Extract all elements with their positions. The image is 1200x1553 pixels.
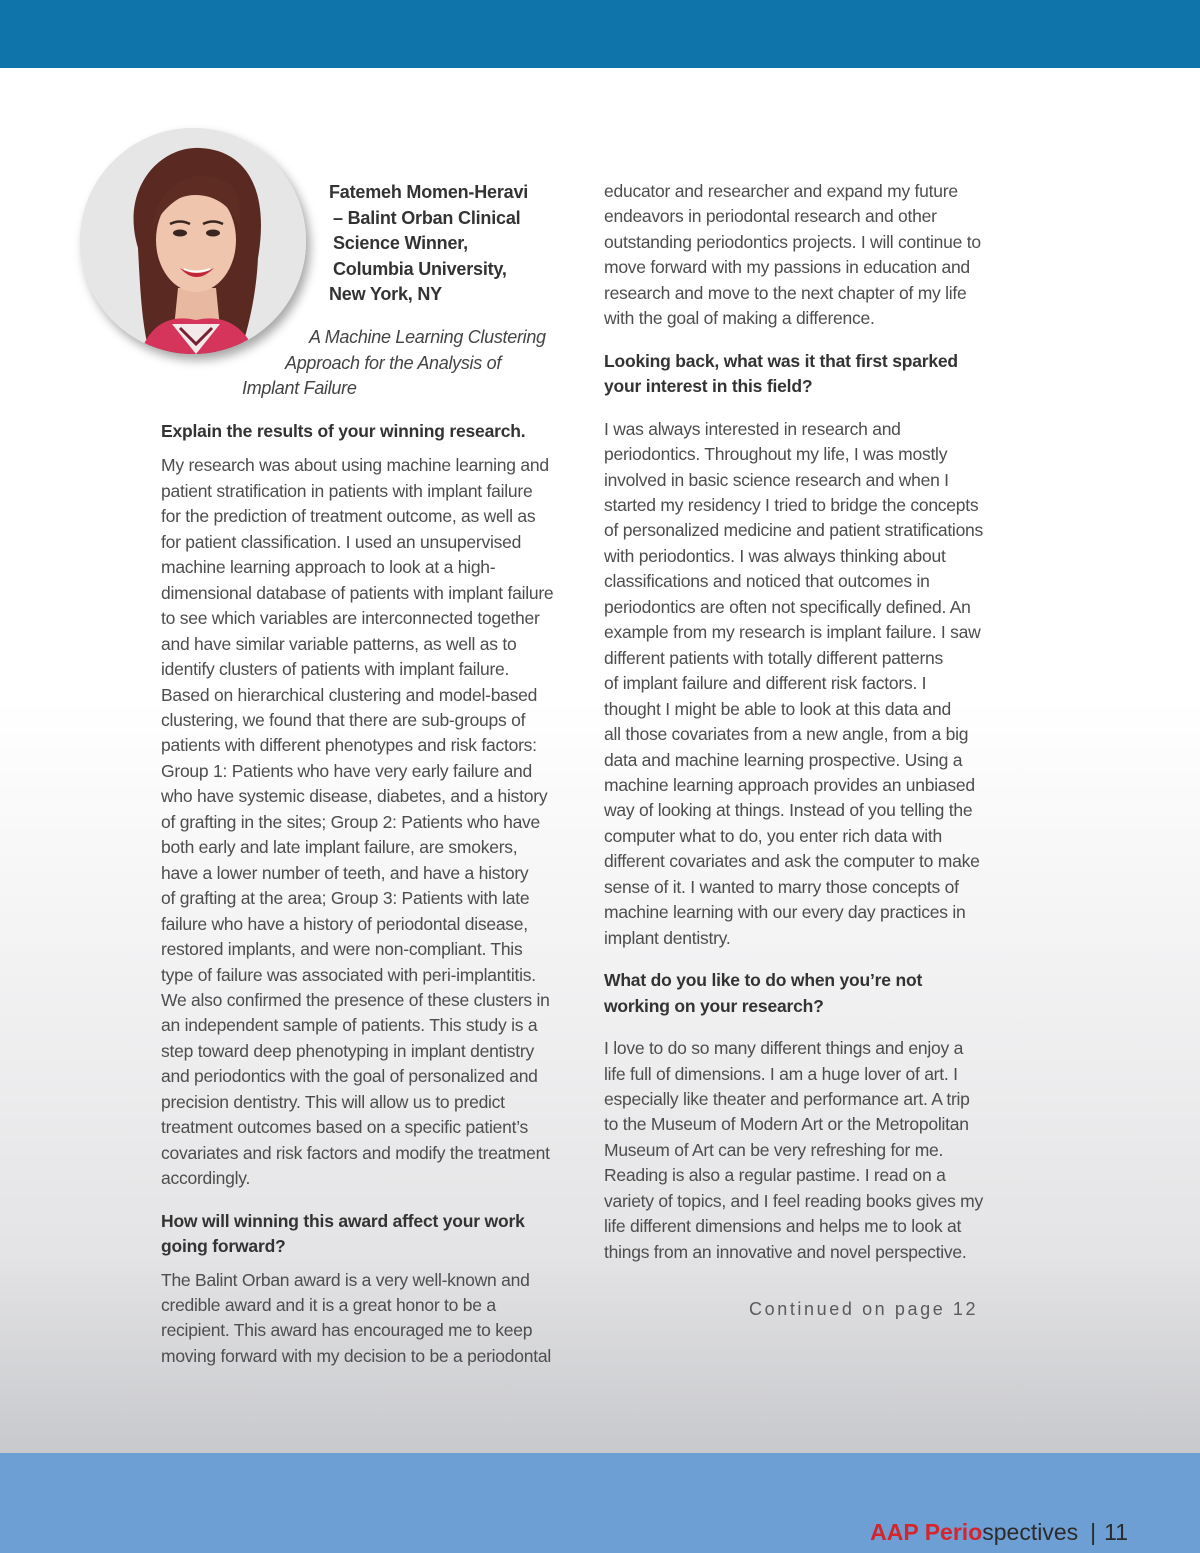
answer-line: different covariates and ask the computer to make bbox=[604, 851, 980, 872]
research-title-line: Approach for the Analysis of bbox=[285, 352, 502, 373]
answer-line: We also confirmed the presence of these clusters in bbox=[161, 989, 550, 1010]
answer-line: type of failure was associated with peri-implantitis. bbox=[161, 964, 536, 985]
answer-line: Group 1: Patients who have very early failure and bbox=[161, 760, 533, 781]
answer-line: restored implants, and were non-compliant. This bbox=[161, 939, 523, 960]
answer-line: of grafting at the area; Group 3: Patients with late bbox=[161, 888, 530, 909]
continued-on-page-link[interactable]: Continued on page 12 bbox=[749, 1299, 979, 1319]
answer-paragraph bbox=[161, 1268, 571, 1370]
answer-line: machine learning approach to look at a high- bbox=[161, 557, 496, 578]
answer-line: and periodontics with the goal of personalized and bbox=[161, 1066, 538, 1087]
answer-line: covariates and risk factors and modify the treatment bbox=[161, 1142, 550, 1163]
author-name-line: Fatemeh Momen-Heravi bbox=[329, 182, 529, 202]
author-name-block bbox=[329, 180, 528, 308]
author-portrait bbox=[80, 128, 306, 354]
answer-line: identify clusters of patients with implant failure. bbox=[161, 659, 510, 680]
answer-line: failure who have a history of periodontal disease, bbox=[161, 913, 528, 934]
question-line: Looking back, what was it that first sparked bbox=[604, 350, 958, 371]
answer-line: patient stratification in patients with implant failure bbox=[161, 480, 533, 501]
answer-line: different patients with totally different patterns bbox=[604, 647, 944, 668]
answer-line: variety of topics, and I feel reading books gives my bbox=[604, 1190, 984, 1211]
answer-line: data and machine learning prospective. Using a bbox=[604, 749, 963, 770]
answer-line: treatment outcomes based on a specific patient’s bbox=[161, 1117, 529, 1138]
question-line: What do you like to do when you’re not bbox=[604, 970, 923, 991]
answer-line: life full of dimensions. I am a huge lover of art. I bbox=[604, 1063, 958, 1084]
answer-line: The Balint Orban award is a very well-known and bbox=[161, 1269, 530, 1290]
answer-line: with the goal of making a difference. bbox=[604, 308, 875, 329]
answer-paragraph-continued bbox=[604, 179, 1004, 332]
answer-line: life different dimensions and helps me to look at bbox=[604, 1216, 962, 1237]
answer-paragraph bbox=[604, 1036, 1004, 1265]
answer-line: I was always interested in research and bbox=[604, 418, 901, 439]
answer-line: to see which variables are interconnected together bbox=[161, 608, 540, 629]
answer-line: periodontics. Throughout my life, I was mostly bbox=[604, 444, 948, 465]
question-heading bbox=[604, 968, 1004, 1019]
answer-line: example from my research is implant failure. I saw bbox=[604, 622, 981, 643]
answer-line: all those covariates from a new angle, from a big bbox=[604, 724, 969, 745]
answer-line: and have similar variable patterns, as well as to bbox=[161, 633, 517, 654]
answer-line: implant dentistry. bbox=[604, 927, 731, 948]
answer-line: involved in basic science research and when I bbox=[604, 469, 949, 490]
question-line: going forward? bbox=[161, 1236, 286, 1257]
answer-line: dimensional database of patients with implant failure bbox=[161, 582, 554, 603]
answer-line: patients with different phenotypes and risk factors: bbox=[161, 735, 537, 756]
answer-line: of grafting in the sites; Group 2: Patients who have bbox=[161, 811, 541, 832]
answer-line: machine learning with our every day practices in bbox=[604, 902, 966, 923]
author-award-line: – Balint Orban Clinical bbox=[333, 207, 521, 228]
answer-line: step toward deep phenotyping in implant dentistry bbox=[161, 1040, 534, 1061]
answer-line: way of looking at things. Instead of you telling the bbox=[604, 800, 973, 821]
answer-line: things from an innovative and novel perspective. bbox=[604, 1241, 967, 1262]
footer-separator: | bbox=[1090, 1518, 1097, 1545]
answer-line: educator and researcher and expand my future bbox=[604, 181, 958, 201]
answer-line: started my residency I tried to bridge the concepts bbox=[604, 494, 979, 515]
answer-line: especially like theater and performance art. A trip bbox=[604, 1088, 970, 1109]
answer-line: machine learning approach provides an unbiased bbox=[604, 774, 975, 795]
answer-line: thought I might be able to look at this data and bbox=[604, 698, 951, 719]
answer-line: Reading is also a regular pastime. I read on a bbox=[604, 1165, 946, 1186]
answer-line: computer what to do, you enter rich data with bbox=[604, 825, 942, 846]
top-color-bar bbox=[0, 0, 1200, 68]
answer-line: both early and late implant failure, are smokers, bbox=[161, 837, 518, 858]
question-line: How will winning this award affect your work bbox=[161, 1210, 525, 1231]
answer-line: who have systemic disease, diabetes, and a history bbox=[161, 786, 548, 807]
question-line: your interest in this field? bbox=[604, 376, 813, 397]
research-title-line: A Machine Learning Clustering bbox=[309, 327, 546, 347]
answer-line: My research was about using machine learning and bbox=[161, 455, 549, 476]
brand-aap: AAP bbox=[870, 1518, 919, 1545]
answer-line: of personalized medicine and patient stratifications bbox=[604, 520, 984, 541]
answer-line: periodontics are often not specifically defined. An bbox=[604, 596, 971, 617]
answer-line: research and move to the next chapter of my life bbox=[604, 282, 967, 303]
answer-paragraph bbox=[161, 453, 571, 1191]
question-line: Explain the results of your winning research. bbox=[161, 421, 526, 441]
answer-line: with periodontics. I was always thinking about bbox=[604, 545, 946, 566]
publication-logo bbox=[870, 1519, 1078, 1546]
research-title-line: Implant Failure bbox=[242, 378, 357, 399]
brand-spectives: spectives bbox=[982, 1518, 1079, 1545]
answer-line: accordingly. bbox=[161, 1168, 251, 1189]
answer-line: I love to do so many different things and enjoy a bbox=[604, 1038, 964, 1059]
author-location-line: New York, NY bbox=[329, 284, 442, 305]
brand-perio: Perio bbox=[924, 1518, 983, 1545]
question-heading bbox=[161, 419, 571, 444]
answer-line: sense of it. I wanted to marry those concepts of bbox=[604, 876, 959, 897]
answer-line: for the prediction of treatment outcome, as well as bbox=[161, 506, 536, 527]
answer-line: moving forward with my decision to be a periodontal bbox=[161, 1345, 551, 1366]
question-line: working on your research? bbox=[604, 995, 824, 1016]
answer-line: endeavors in periodontal research and other bbox=[604, 206, 937, 227]
answer-line: clustering, we found that there are sub-groups of bbox=[161, 709, 526, 730]
answer-line: classifications and noticed that outcomes in bbox=[604, 571, 930, 592]
answer-line: move forward with my passions in education and bbox=[604, 257, 970, 278]
article-column-right bbox=[604, 179, 1004, 1265]
question-heading bbox=[161, 1209, 571, 1260]
answer-line: Museum of Art can be very refreshing for me. bbox=[604, 1139, 944, 1160]
answer-line: recipient. This award has encouraged me to keep bbox=[161, 1320, 533, 1341]
portrait-illustration bbox=[80, 128, 306, 354]
answer-line: for patient classification. I used an unsupervised bbox=[161, 531, 522, 552]
answer-line: Based on hierarchical clustering and model-based bbox=[161, 684, 538, 705]
answer-line: have a lower number of teeth, and have a history bbox=[161, 862, 529, 883]
question-heading bbox=[604, 349, 1004, 400]
answer-line: credible award and it is a great honor to be a bbox=[161, 1294, 496, 1315]
page-footer bbox=[870, 1517, 1128, 1547]
answer-line: outstanding periodontics projects. I will continue to bbox=[604, 231, 981, 252]
answer-line: to the Museum of Modern Art or the Metropolitan bbox=[604, 1114, 969, 1135]
answer-line: precision dentistry. This will allow us to predict bbox=[161, 1091, 505, 1112]
answer-line: an independent sample of patients. This study is a bbox=[161, 1015, 538, 1036]
article-column-left bbox=[161, 419, 571, 1369]
author-affiliation-line: Columbia University, bbox=[333, 258, 507, 279]
author-award-line: Science Winner, bbox=[333, 233, 468, 254]
answer-line: of implant failure and different risk factors. I bbox=[604, 673, 927, 694]
page-number: 11 bbox=[1104, 1518, 1128, 1545]
answer-paragraph bbox=[604, 417, 1004, 952]
